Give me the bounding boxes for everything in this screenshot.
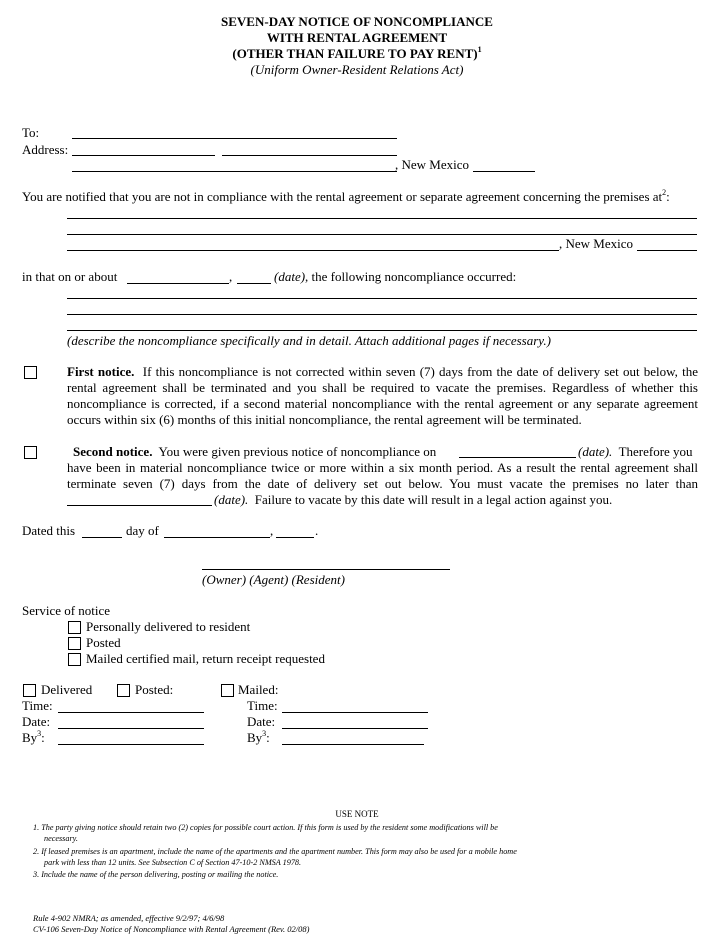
form-title-line3: (OTHER THAN FAILURE TO PAY RENT)$^1$ <box>232 45 482 61</box>
second-notice-line4: (date). Failure to vacate by this date will result in a legal action against you. <box>214 492 613 507</box>
dated-month-field[interactable] <box>164 537 270 538</box>
address-field-1[interactable] <box>72 155 215 156</box>
delivered-time-label: Time: <box>22 698 53 713</box>
mailed-time-field[interactable] <box>282 712 428 713</box>
delivered-checkbox[interactable] <box>23 684 36 697</box>
delivered-time-field[interactable] <box>58 712 204 713</box>
use-note-3: 3. Include the name of the person delivering, posting or mailing the notice. <box>33 870 279 879</box>
dated-day-field[interactable] <box>82 537 122 538</box>
service-heading: Service of notice <box>22 603 111 618</box>
occurrence-year-field[interactable] <box>237 283 271 284</box>
posted-label: Posted <box>86 635 121 650</box>
mailed-column-checkbox[interactable] <box>221 684 234 697</box>
delivered-by-field[interactable] <box>58 744 204 745</box>
form-subtitle: (Uniform Owner-Resident Relations Act) <box>250 62 464 77</box>
footer-form-number: CV-106 Seven-Day Notice of Noncompliance with Rental Agreement (Rev. 02/08) <box>33 924 310 934</box>
posted-column-checkbox[interactable] <box>117 684 130 697</box>
mailed-time-label: Time: <box>247 698 278 713</box>
second-notice-line1-end: (date). Therefore you <box>578 444 693 459</box>
dated-comma: , <box>270 523 274 538</box>
occurrence-date-field[interactable] <box>127 283 229 284</box>
premises-zip-field[interactable] <box>637 250 697 251</box>
second-notice-line1: Second notice. You were given previous notice of noncompliance on <box>73 444 437 459</box>
mailed-column-label: Mailed: <box>238 682 279 697</box>
use-note-2-cont: park with less than 12 units. See Subsection C of Section 47-10-2 NMSA 1978. <box>44 858 302 867</box>
noncompliance-line-2[interactable] <box>67 314 697 315</box>
footer-rule: Rule 4-902 NMRA; as amended, effective 9/2/97; 4/6/98 <box>33 913 225 923</box>
address-zip-field[interactable] <box>473 171 535 172</box>
delivered-by-label: By$^3$: <box>22 729 45 745</box>
signature-label: (Owner) (Agent) (Resident) <box>202 572 345 587</box>
delivered-date-label: Date: <box>22 714 51 729</box>
vacate-date-field[interactable] <box>67 505 212 506</box>
address-label: Address: <box>22 142 69 157</box>
second-notice-checkbox[interactable] <box>24 446 37 459</box>
occurrence-prefix: in that on or about <box>22 269 118 284</box>
form-title-line2: WITH RENTAL AGREEMENT <box>266 30 448 45</box>
noncompliance-line-1[interactable] <box>67 298 697 299</box>
occurrence-comma: , <box>229 269 233 284</box>
address-city-field[interactable] <box>72 171 397 172</box>
use-note-heading: USE NOTE <box>335 809 379 819</box>
address-state: , New Mexico <box>395 157 470 172</box>
premises-line-2[interactable] <box>67 234 697 235</box>
use-note-1-cont: necessary. <box>44 834 78 843</box>
premises-line-1[interactable] <box>67 218 697 219</box>
mailed-date-label: Date: <box>247 714 276 729</box>
noncompliance-instruction: (describe the noncompliance specifically and in detail. Attach additional pages if necessary.) <box>67 333 551 348</box>
mailed-certified-checkbox[interactable] <box>68 653 81 666</box>
mailed-date-field[interactable] <box>282 728 428 729</box>
dated-prefix: Dated this <box>22 523 76 538</box>
use-note-2: 2. If leased premises is an apartment, include the name of the apartments and the apartment number. This form may also be used for a mobile home <box>33 847 517 856</box>
noncompliance-line-3[interactable] <box>67 330 697 331</box>
first-notice-paragraph: First notice. If this noncompliance is not corrected within seven (7) days from the date of delivery set out below, the rental agreement shall be terminated and you shall be required to vacate the premises. Regardless of whether this noncompliance is corrected, if a second material noncompliance with the rental agreement or any separate agreement occurs within six (6) months of this initial noncompliance, the rental agreement will be terminated. <box>67 364 699 427</box>
personally-delivered-label: Personally delivered to resident <box>86 619 251 634</box>
dated-day-of: day of <box>126 523 159 538</box>
first-notice-heading: First notice. <box>67 364 135 379</box>
posted-column-label: Posted: <box>135 682 174 697</box>
premises-line-3[interactable] <box>67 250 559 251</box>
mailed-by-label: By$^3$: <box>247 729 270 745</box>
premises-notice-text: You are notified that you are not in compliance with the rental agreement or separate agreement concerning the premises $at^2$: <box>22 188 670 204</box>
delivered-date-field[interactable] <box>58 728 204 729</box>
address-field-2[interactable] <box>222 155 397 156</box>
dated-year-field[interactable] <box>276 537 314 538</box>
occurrence-suffix: (date), the following noncompliance occurred: <box>274 269 517 284</box>
posted-checkbox[interactable] <box>68 637 81 650</box>
dated-period: . <box>315 523 319 538</box>
to-label: To: <box>22 125 40 140</box>
delivered-label: Delivered <box>41 682 93 697</box>
mailed-certified-label: Mailed certified mail, return receipt requested <box>86 651 325 666</box>
mailed-by-field[interactable] <box>282 744 424 745</box>
personally-delivered-checkbox[interactable] <box>68 621 81 634</box>
second-notice-paragraph: have been in material noncompliance twice or more within a six month period. As a result the rental agreement shall terminate seven (7) days from the date of delivery set out below. You must vacate the premises no later than <box>67 460 698 491</box>
first-notice-checkbox[interactable] <box>24 366 37 379</box>
form-title-line1: SEVEN-DAY NOTICE OF NONCOMPLIANCE <box>221 14 493 29</box>
to-field[interactable] <box>72 138 397 139</box>
previous-notice-date-field[interactable] <box>459 457 576 458</box>
premises-state: , New Mexico <box>559 236 634 251</box>
signature-field[interactable] <box>202 569 450 570</box>
use-note-1: 1. The party giving notice should retain two (2) copies for possible court action. If this form is used by the resident some modifications will be <box>33 823 498 832</box>
